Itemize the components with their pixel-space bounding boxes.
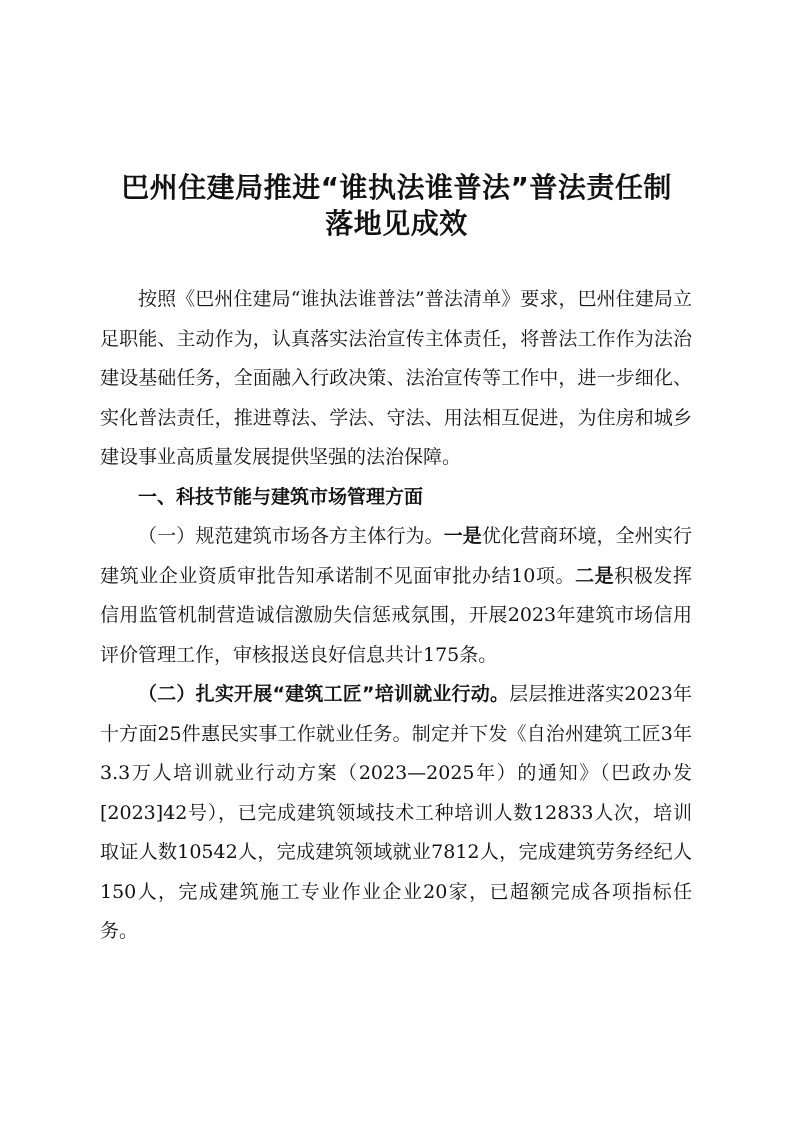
item-1-first-text: 优化营商环境，全州实行建筑业企业资质审批告知承诺制不见面审批办结10项。 xyxy=(100,525,692,587)
document-title-line-2: 落地见成效 xyxy=(325,207,468,240)
item-1-paragraph xyxy=(100,517,692,675)
document-body xyxy=(100,280,692,952)
item-1-second-label: 二是 xyxy=(575,564,615,587)
item-1-first-label: 一是 xyxy=(443,525,482,547)
item-2-text: 层层推进落实2023年十方面25件惠民实事工作就业任务。制定并下发《自治州建筑工匠3年3.3万人培训就业行动方案（2023—2025年）的通知》（巴政办发[2023]42号），已完成建筑领域技术工种培训人数12833人次，培训取证人数10542人，完成建筑领域就业7812人，完成建筑劳务经纪人150人，完成建筑施工专业作业企业20家，已超额完成各项指标任务。 xyxy=(100,683,692,942)
item-2-subtitle: （二）扎实开展“建筑工匠”培训就业行动。 xyxy=(138,683,510,705)
section-heading: 一、科技节能与建筑市场管理方面 xyxy=(138,485,424,508)
intro-paragraph: 按照《巴州住建局“谁执法谁普法”普法清单》要求，巴州住建局立足职能、主动作为，认真落实法治宣传主体责任，将普法工作作为法治建设基础任务，全面融入行政决策、法治宣传等工作中，进一步细化、实化普法责任，推进尊法、学法、守法、用法相互促进，为住房和城乡建设事业高质量发展提供坚强的法治保障。 xyxy=(100,288,692,468)
document-title-line-1: 巴州住建局推进“谁执法谁普法”普法责任制 xyxy=(121,171,672,204)
item-2-paragraph xyxy=(100,675,692,952)
item-1-second-text: 积极发挥信用监管机制营造诚信激励失信惩戒氛围，开展2023年建筑市场信用评价管理工作，审核报送良好信息共计175条。 xyxy=(100,564,692,666)
item-1-subtitle: （一）规范建筑市场各方主体行为。 xyxy=(138,525,444,547)
